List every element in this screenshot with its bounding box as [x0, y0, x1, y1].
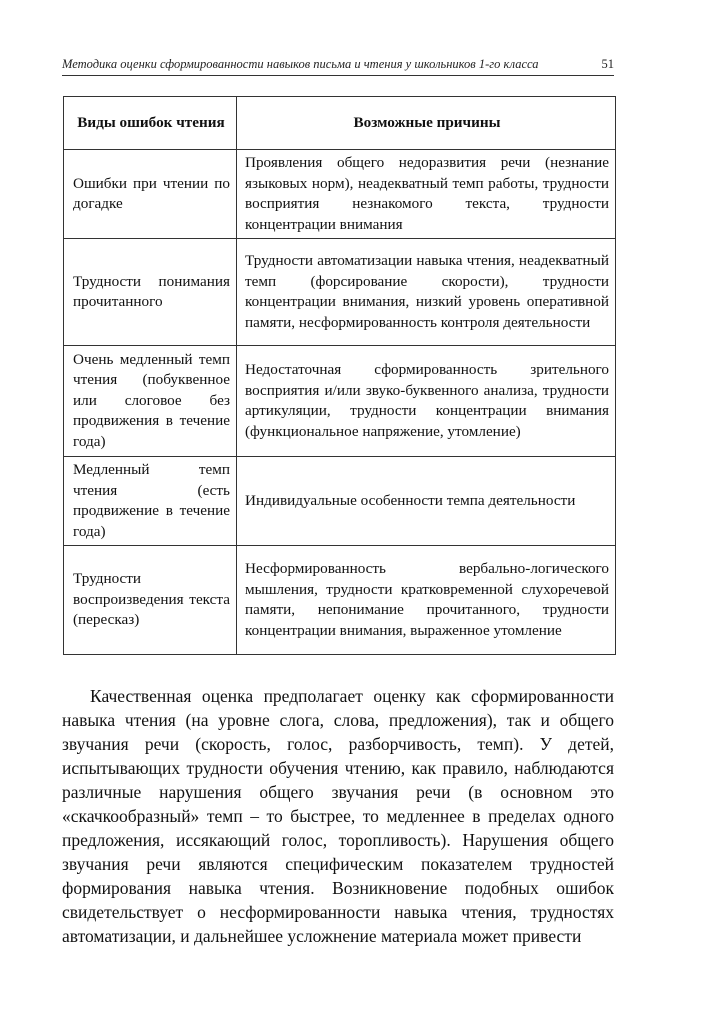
page-number: 51 — [601, 57, 614, 71]
column-header-causes: Возможные причины — [237, 97, 616, 150]
error-type-cell: Трудности понимания прочитанного — [64, 239, 237, 346]
error-type-cell: Медленный темп чтения (есть продвижение в течение года) — [64, 457, 237, 546]
table-header-row — [64, 97, 616, 150]
cause-cell: Трудности автоматизации навыка чтения, неадекватный темп (форсирование скорости), трудности концентрации внимания, низкий уровень оперативной памяти, несформированность контроля деятельности — [237, 239, 616, 346]
body-paragraph: Качественная оценка предполагает оценку как сформированности навыка чтения (на уровне слога, слова, предложения), так и общего звучания речи (скорость, голос, разборчивость, темп). У детей, испытывающих трудности обучения чтению, как правило, наблюдаются различные нарушения общего звучания речи (в основном это «скачкообразный» темп – то быстрее, то медленнее в пределах одного предложения, иссякающий голос, торопливость). Нарушения общего звучания речи являются специфическим показателем трудностей формирования навыка чтения. Возникновение подобных ошибок свидетельствует о несформированности навыка чтения, трудностях автоматизации, и дальнейшее усложнение материала может привести — [62, 686, 614, 946]
error-type-cell: Очень медленный темп чтения (побуквенное или слоговое без продвижения в течение года) — [64, 346, 237, 457]
cause-cell: Несформированность вербально-логического мышления, трудности кратковременной слухоречевой памяти, непонимание прочитанного, трудности концентрации внимания, выраженное утомление — [237, 546, 616, 655]
table-row — [64, 346, 616, 457]
cause-cell: Индивидуальные особенности темпа деятельности — [237, 457, 616, 546]
cause-cell: Проявления общего недоразвития речи (незнание языковых норм), неадекватный темп работы, трудности восприятия незнакомого текста, трудности концентрации внимания — [237, 150, 616, 239]
column-header-error-types: Виды ошибок чтения — [64, 97, 237, 150]
running-header — [62, 55, 614, 76]
error-type-cell: Ошибки при чтении по догадке — [64, 150, 237, 239]
table-row — [64, 239, 616, 346]
reading-errors-table — [63, 96, 616, 655]
error-type-cell: Трудности воспроизведения текста (пересказ) — [64, 546, 237, 655]
table-row — [64, 546, 616, 655]
table-row — [64, 150, 616, 239]
header-title: Методика оценки сформированности навыков письма и чтения у школьников 1-го класса — [62, 57, 539, 71]
cause-cell: Недостаточная сформированность зрительного восприятия и/или звуко-буквенного анализа, трудности артикуляции, трудности концентрации внимания (функциональное напряжение, утомление) — [237, 346, 616, 457]
table-row — [64, 457, 616, 546]
